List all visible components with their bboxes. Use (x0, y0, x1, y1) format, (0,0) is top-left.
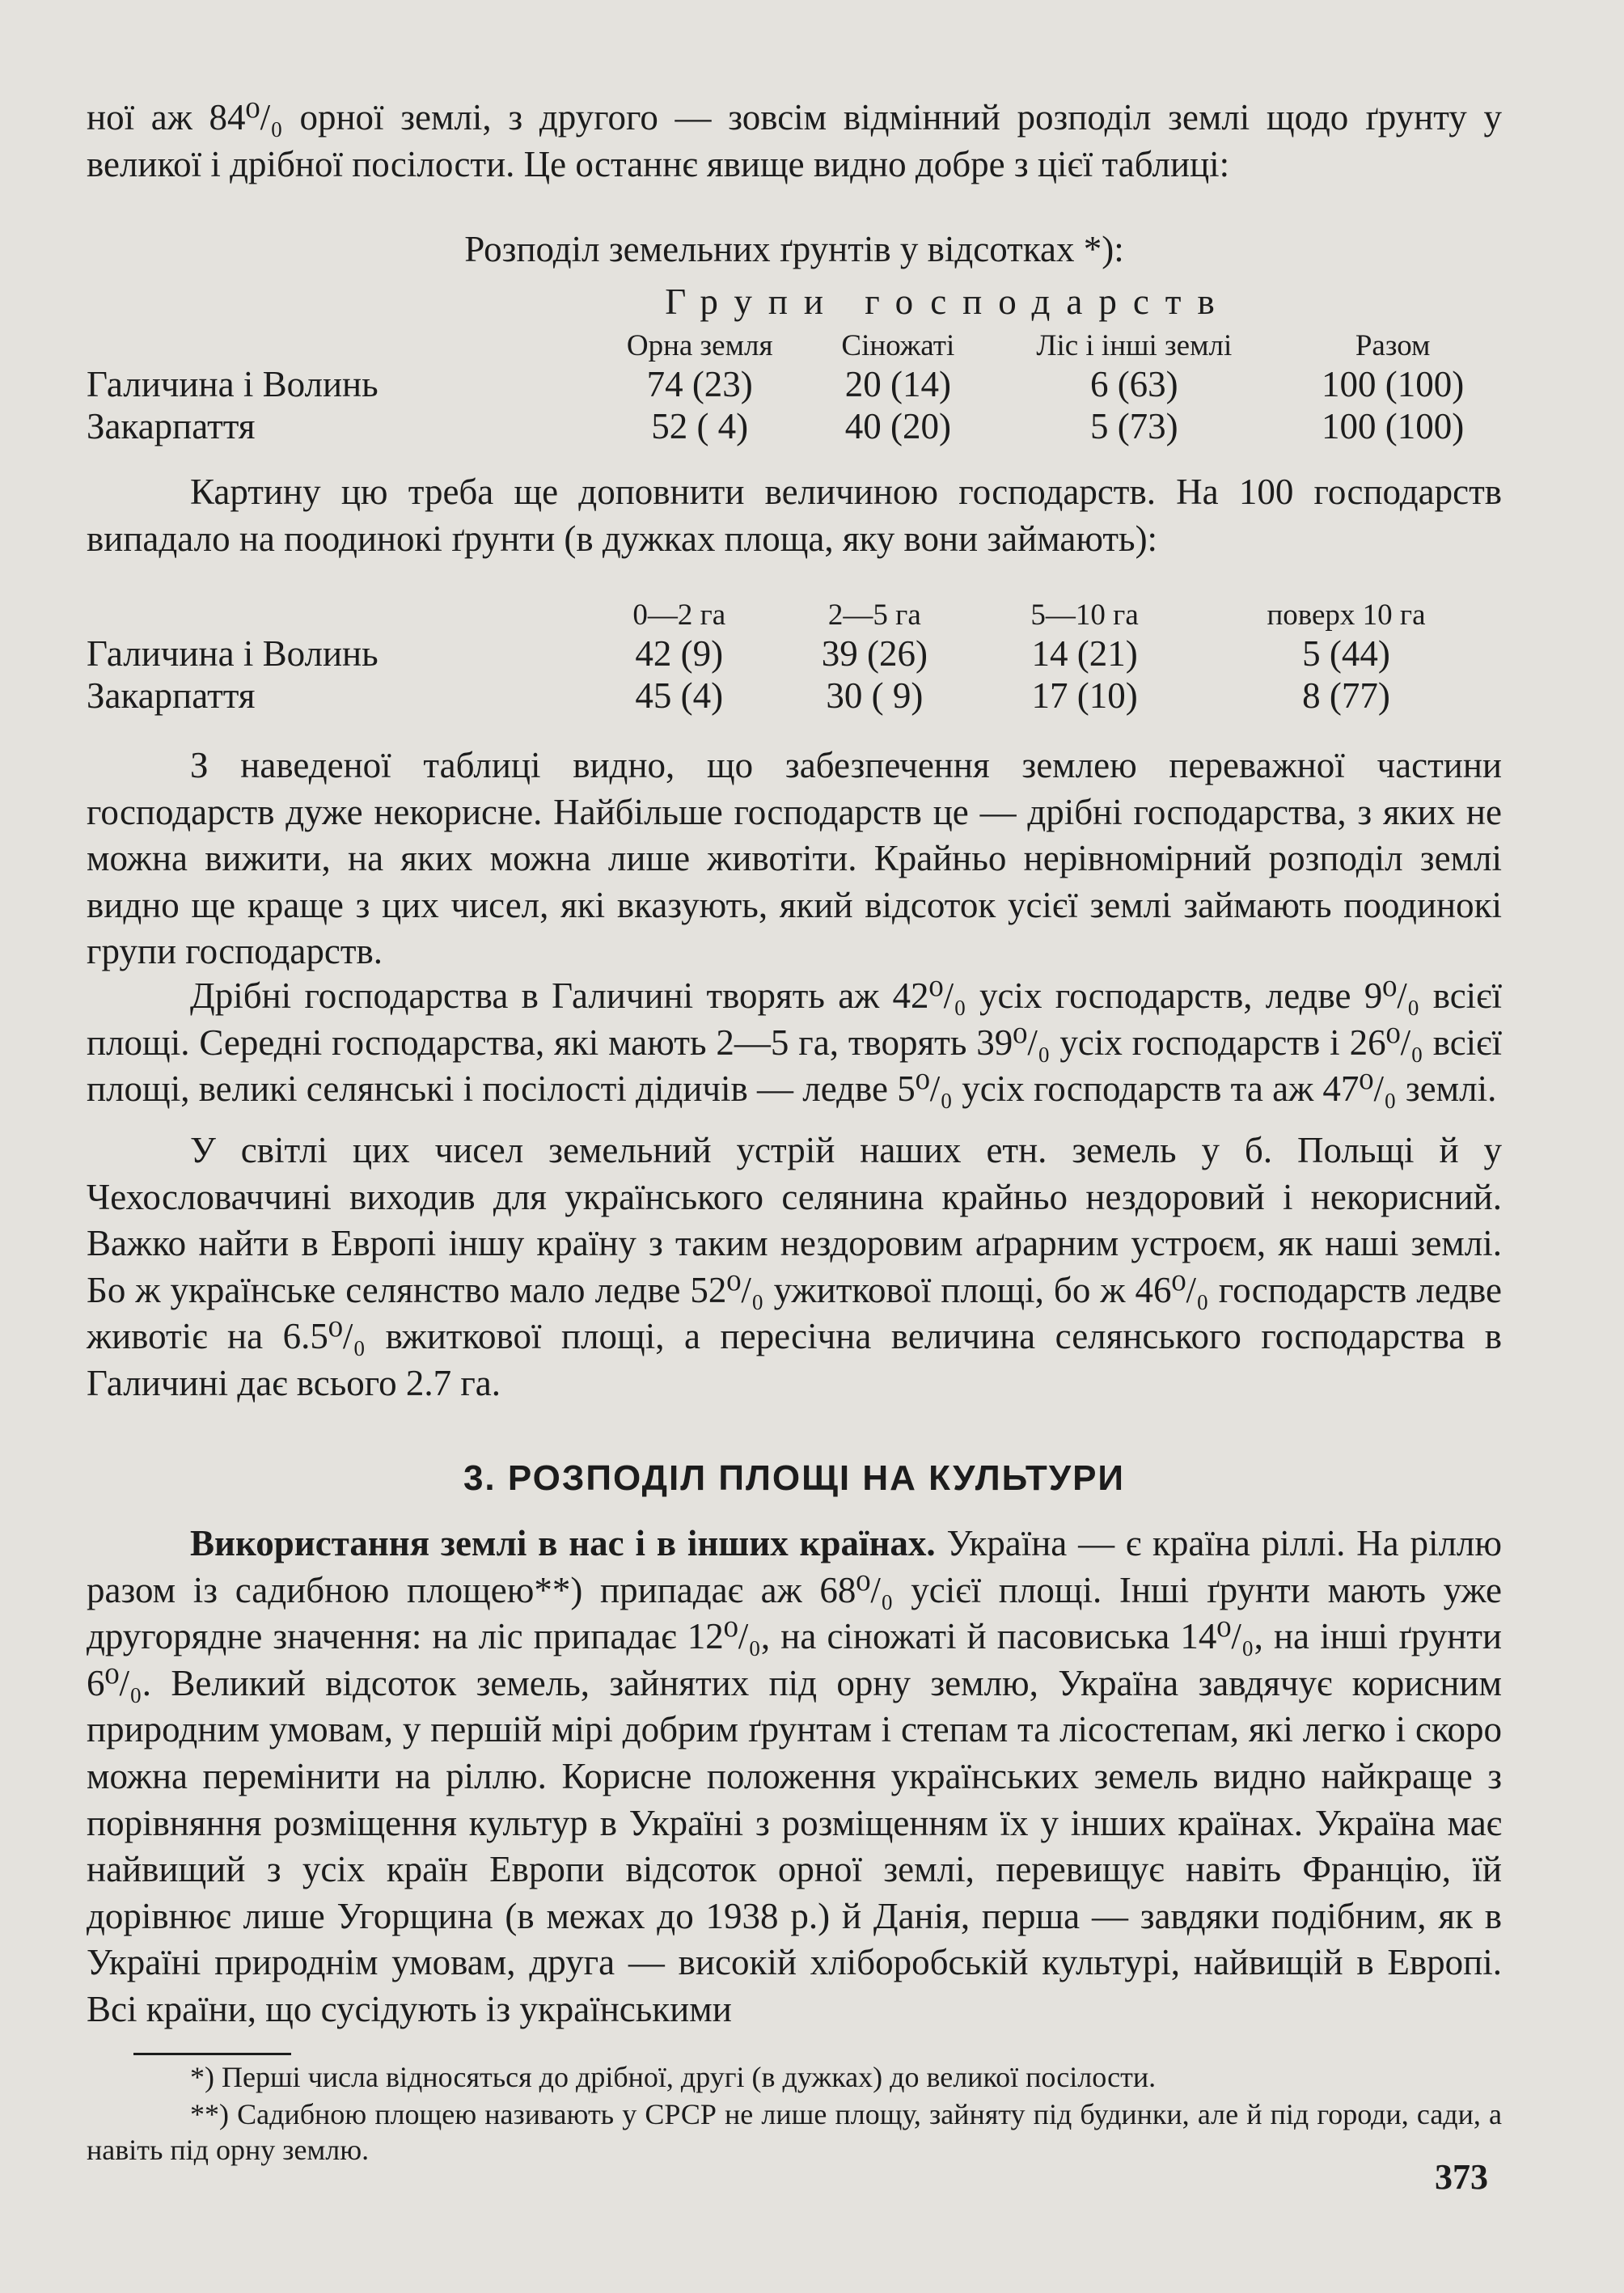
table-cell: 39 (26) (821, 633, 928, 674)
page-number: 373 (1435, 2157, 1488, 2197)
table-cell: 5 (44) (1302, 633, 1390, 674)
table1-groups-label: Групи господарств (665, 281, 1231, 322)
table-cell: 74 (23) (646, 364, 753, 404)
table1-col-header: Разом (1355, 328, 1431, 362)
footnote-divider (133, 2053, 291, 2055)
row-label: Галичина і Волинь (87, 364, 379, 404)
row-label: Закарпаття (87, 406, 256, 446)
table1-col-header: Ліс і інші землі (1036, 328, 1233, 362)
table-cell: 45 (4) (635, 675, 724, 716)
paragraph-lead-bold: Використання землі в нас і в інших країнах. (190, 1523, 936, 1563)
table1-caption: Розподіл земельних ґрунтів у відсотках *): (464, 229, 1124, 269)
section-heading: 3. РОЗПОДІЛ ПЛОЩІ НА КУЛЬТУРИ (463, 1458, 1126, 1498)
row-label: Закарпаття (87, 675, 256, 716)
table-cell: 100 (100) (1322, 364, 1465, 404)
table2-col-header: 5—10 га (1030, 598, 1139, 632)
table1-col-header: Сіножаті (841, 328, 955, 362)
table-cell: 20 (14) (844, 364, 951, 404)
table2-col-header: 2—5 га (827, 598, 921, 632)
paragraph-intro: ної аж 84⁰/₀ орної землі, з другого — зовсім відмінний розподіл землі щодо ґрунту у великої і дрібної посілости. Це останнє явище видно добре з цієї таблиці: (87, 97, 1502, 184)
table-cell: 17 (10) (1031, 675, 1138, 716)
table-cell: 5 (73) (1089, 406, 1178, 446)
table-cell: 8 (77) (1302, 675, 1390, 716)
paragraph-farm-size: Картину цю треба ще доповнити величиною господарств. На 100 господарств випадало на поодинокі ґрунти (в дужках площа, яку вони займають): (87, 472, 1502, 559)
table-cell: 52 ( 4) (651, 406, 749, 446)
paragraph-galicia-stats: Дрібні господарства в Галичині творять аж 42⁰/₀ усіх господарств, ледве 9⁰/₀ всієї площі. Середні господарства, які мають 2—5 га, творять 39⁰/₀ усіх господарств і 26⁰/₀ всієї площі, великі селянські і посілості дідичів — ледве 5⁰/₀ усіх господарств та аж 47⁰/₀ землі. (87, 975, 1502, 1110)
table-cell: 42 (9) (635, 633, 724, 674)
table-row (87, 632, 1502, 675)
table-cell: 6 (63) (1089, 364, 1178, 404)
farm-size-table (87, 597, 1502, 717)
table2-col-header: 0—2 га (632, 598, 726, 632)
table2-col-header: поверх 10 га (1267, 598, 1426, 632)
table-cell: 30 ( 9) (826, 675, 924, 716)
table-row (87, 675, 1502, 717)
table2-header-row (87, 597, 1502, 632)
paragraph-body: Україна — є країна ріллі. На ріллю разом із садибною площею**) припадає аж 68⁰/₀ усієї площі. Інші ґрунти мають уже другорядне значення: на ліс припадає 12⁰/₀, на сіножаті й пасовиська 14⁰/₀, на інші ґрунти 6⁰/₀. Великий відсоток земель, зайнятих під орну землю, Україна завдячує корисним природним умовам, у першій мірі добрим ґрунтам і степам та лісостепам, які легко і скоро можна перемінити на ріллю. Корисне положення українських земель видно найкраще з порівняння розміщення культур в Україні з розміщенням їх у інших країнах. Україна має найвищий з усіх країн Европи відсоток орної землі, перевищує навіть Францію, їй дорівнює лише Угорщина (в межах до 1938 р.) й Данія, перша — завдяки подібним, як в Україні природнім умовам, друга — високій хліборобській культурі, найвищій в Европі. Всі країни, що сусідують із українськими (87, 1523, 1502, 2029)
table-cell: 14 (21) (1031, 633, 1138, 674)
paragraph-agrarian-structure: У світлі цих чисел земельний устрій наших етн. земель у б. Польщі й у Чехословаччині виходив для українського селянина крайньо нездоровий і некорисний. Важко найти в Европі іншу країну з таким нездоровим аґрарним устроєм, як наші землі. Бо ж українське селянство мало ледве 52⁰/₀ ужиткової площі, бо ж 46⁰/₀ господарств ледве животіє на 6.5⁰/₀ вжиткової площі, а пересічна величина селянського господарства в Галичині дає всього 2.7 га. (87, 1130, 1502, 1403)
footnote-1: *) Перші числа відносяться до дрібної, другі (в дужках) до великої посілости. (190, 2061, 1157, 2093)
footnote-2: **) Садибною площею називають у СРСР не лише площу, зайняту під будинки, але й під городи, сади, а навіть під орну землю. (87, 2098, 1502, 2166)
table-cell: 100 (100) (1322, 406, 1465, 446)
table-row (87, 405, 1502, 447)
table-cell: 40 (20) (844, 406, 951, 446)
table1-header-row (87, 328, 1502, 363)
paragraph-land-use (87, 1521, 1502, 2033)
table-row (87, 363, 1502, 405)
land-distribution-table (87, 328, 1502, 447)
row-label: Галичина і Волинь (87, 633, 379, 674)
table1-col-header: Орна земля (626, 328, 773, 362)
paragraph-conclusion: З наведеної таблиці видно, що забезпечення землею переважної частини господарств дуже некорисне. Найбільше господарств це — дрібні господарства, з яких не можна вижити, на яких можна лише животіти. Крайньо нерівномірний розподіл землі видно ще краще з цих чисел, які вказують, який відсоток усієї землі займають поодинокі групи господарств. (87, 745, 1502, 972)
